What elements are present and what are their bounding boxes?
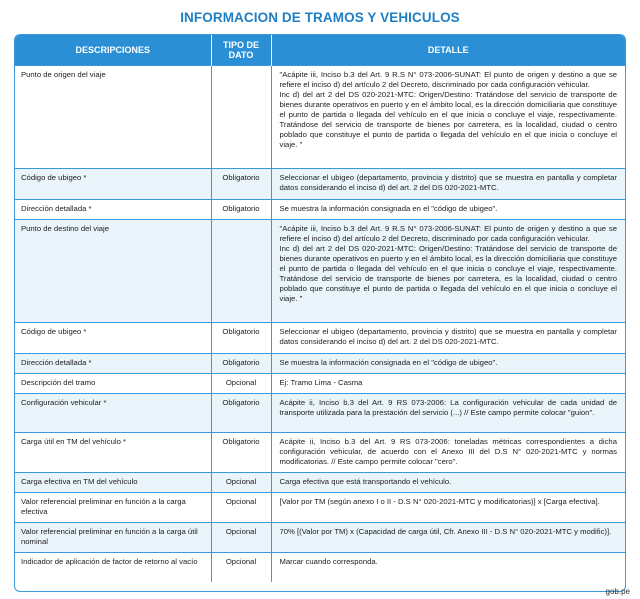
row-description: Carga útil en TM del vehículo * (15, 433, 211, 473)
table-row (15, 394, 625, 433)
row-data-type (211, 66, 271, 169)
row-detail: Se muestra la información consignada en el "código de ubigeo". (271, 200, 625, 220)
row-data-type: Opcional (211, 493, 271, 523)
table-row (15, 200, 625, 220)
row-data-type: Obligatorio (211, 433, 271, 473)
row-description: Valor referencial preliminar en función a la carga útil nominal (15, 523, 211, 553)
table-row (15, 323, 625, 354)
row-data-type (211, 220, 271, 323)
row-description: Valor referencial preliminar en función a la carga efectiva (15, 493, 211, 523)
row-description: Descripción del tramo (15, 374, 211, 394)
row-description: Código de ubigeo * (15, 169, 211, 200)
row-detail: Se muestra la información consignada en el "código de ubigeo". (271, 354, 625, 374)
table-row (15, 374, 625, 394)
row-detail: "Acápite iii, Inciso b.3 del Art. 9 R.S N° 073-2006-SUNAT: El punto de origen y destino a que se refiere el inciso d) del artículo 2 del Decreto, discriminado por cada configuración vehicular. Inc d) del art 2 del DS 020-2021-MTC: Origen/Destino: Tratándose del servicio de transporte de bienes durante operativos en puerto y en el ámbito local, es la dirección domiciliaria que constituye el punto de partida o llegada del vehículo en el que inicia o concluye el viaje, respectivamente. Tratándose del servicio de transporte de bienes por carretera, es la localidad, ciudad o centro poblado que constituye el punto de partida o llegada del vehículo en el que inicia o concluye el viaje. " (271, 66, 625, 169)
row-description: Código de ubigeo * (15, 323, 211, 354)
row-description: Dirección detallada * (15, 200, 211, 220)
row-detail: Acápite ii, Inciso b.3 del Art. 9 RS 073-2006: La configuración vehicular de cada unidad de transporte utilizada para la prestación del servicio (...) // Este campo permite colocar "guion". (271, 394, 625, 433)
row-detail: [Valor por TM (según anexo I o II - D.S N° 020-2021-MTC y modificatorias)] x [Carga efectiva]. (271, 493, 625, 523)
table-row (15, 66, 625, 169)
table-row (15, 354, 625, 374)
row-data-type: Opcional (211, 374, 271, 394)
table-header-row (15, 35, 625, 66)
row-detail: Ej: Tramo Lima - Casma (271, 374, 625, 394)
footer-source: gob.pe (605, 587, 630, 596)
header-descripciones: DESCRIPCIONES (15, 35, 211, 66)
row-detail: Carga efectiva que está transportando el vehículo. (271, 473, 625, 493)
table-row (15, 433, 625, 473)
row-detail: Seleccionar el ubigeo (departamento, provincia y distrito) que se muestra en pantalla y completar datos considerando el inciso d) del art. 2 del DS 020-2021-MTC. (271, 169, 625, 200)
data-table-container (14, 34, 626, 592)
row-detail: Seleccionar el ubigeo (departamento, provincia y distrito) que se muestra en pantalla y completar datos considerando el inciso d) del art. 2 del DS 020-2021-MTC. (271, 323, 625, 354)
table-row (15, 220, 625, 323)
row-detail: "Acápite iii, Inciso b.3 del Art. 9 R.S N° 073-2006-SUNAT: El punto de origen y destino a que se refiere el inciso d) del artículo 2 del Decreto, discriminado por cada configuración vehicular. Inc d) del art 2 del DS 020-2021-MTC: Origen/Destino: Tratándose del servicio de transporte de bienes durante operativos en puerto y en el ámbito local, es la dirección domiciliaria que constituye el punto de partida o llegada del vehículo en el que inicia o concluye el viaje, respectivamente. Tratándose del servicio de transporte de bienes por carretera, es la localidad, ciudad o centro poblado que constituye el punto de partida o llegada del vehículo en el que inicia o concluye el viaje. " (271, 220, 625, 323)
row-detail: Marcar cuando corresponda. (271, 553, 625, 583)
info-table (15, 35, 625, 582)
page-title: INFORMACION DE TRAMOS Y VEHICULOS (180, 10, 460, 25)
row-data-type: Obligatorio (211, 200, 271, 220)
row-detail: Acápite ii, Inciso b.3 del Art. 9 RS 073-2006: toneladas métricas correspondientes a dicha configuración vehicular, de acuerdo con el Anexo III del D.S N° 020-2021-MTC y normas modificatorias. // Este campo permite colocar "cero". (271, 433, 625, 473)
row-description: Indicador de aplicación de factor de retorno al vacío (15, 553, 211, 583)
row-data-type: Obligatorio (211, 169, 271, 200)
row-data-type: Opcional (211, 473, 271, 493)
row-data-type: Obligatorio (211, 354, 271, 374)
header-detalle: DETALLE (271, 35, 625, 66)
row-data-type: Opcional (211, 553, 271, 583)
row-description: Punto de destino del viaje (15, 220, 211, 323)
row-detail: 70% [(Valor por TM) x (Capacidad de carga útil, Cfr. Anexo III - D.S N° 020-2021-MTC y modific)]. (271, 523, 625, 553)
table-row (15, 553, 625, 583)
row-data-type: Obligatorio (211, 394, 271, 433)
row-description: Carga efectiva en TM del vehículo (15, 473, 211, 493)
table-row (15, 493, 625, 523)
row-description: Configuración vehicular * (15, 394, 211, 433)
row-description: Dirección detallada * (15, 354, 211, 374)
table-row (15, 169, 625, 200)
header-tipo-dato: TIPO DE DATO (211, 35, 271, 66)
row-data-type: Obligatorio (211, 323, 271, 354)
table-row (15, 523, 625, 553)
table-row (15, 473, 625, 493)
row-description: Punto de origen del viaje (15, 66, 211, 169)
row-data-type: Opcional (211, 523, 271, 553)
